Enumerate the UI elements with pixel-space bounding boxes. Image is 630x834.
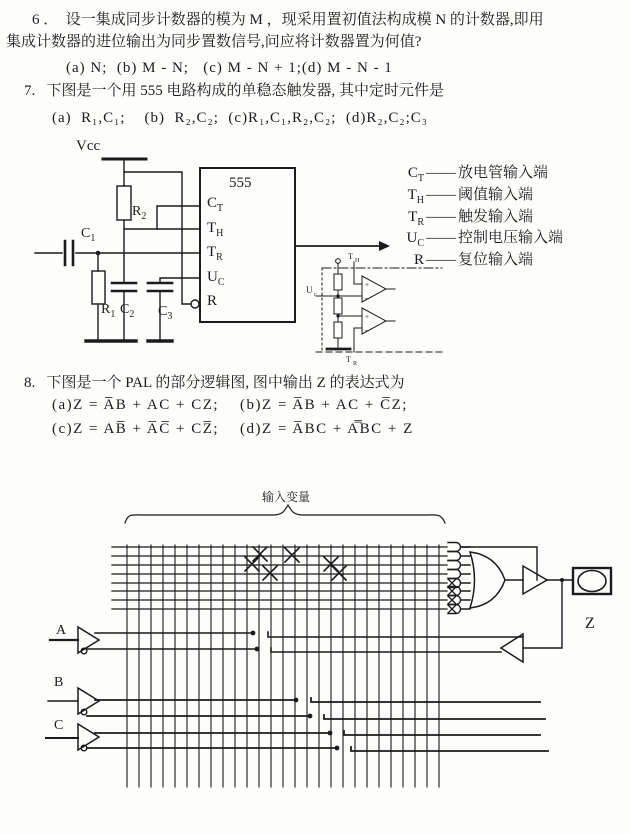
inset-th-label: T: [348, 252, 353, 261]
label-c2: $C_2$: [120, 302, 135, 320]
legend-ct: $C_T$ —— 放电管输入端: [407, 165, 549, 184]
pin-th: $T_H$: [207, 219, 224, 239]
chip-555-label: 555: [229, 175, 252, 191]
product-rows: [112, 547, 447, 609]
vcc-label: Vcc: [76, 138, 101, 154]
legend-th: $T_H$ —— 阈值输入端: [407, 186, 534, 206]
input-b-label: B: [54, 675, 64, 690]
legend-r: R —— 复位输入端: [413, 252, 534, 269]
q8-line: 8. 下图是一个 PAL 的部分逻辑图, 图中输出 Z 的表达式为: [24, 375, 405, 391]
label-c3: $C_3$: [158, 304, 173, 322]
svg-text:+: +: [365, 281, 369, 289]
capacitor-c1: [65, 241, 73, 265]
control-wire: [160, 278, 200, 340]
chip-555-body: [200, 168, 295, 322]
svg-text:+: +: [365, 313, 369, 321]
label-r2: $R_2$: [132, 204, 147, 222]
pin-tr: $T_R$: [207, 244, 223, 264]
pin-uc: $U_C$: [207, 268, 225, 288]
comparator-inset: [306, 252, 442, 367]
q6-options: (a) N; (b) M - N; (c) M - N + 1;(d) M - N - 1: [66, 60, 393, 76]
label-c1: $C_1$: [81, 226, 96, 244]
capacitor-c3: [148, 283, 172, 291]
pal-logic-diagram: [46, 489, 611, 787]
legend-tr: $T_R$ —— 触发输入端: [408, 208, 534, 228]
output-buffer: [523, 566, 547, 594]
divider-resistor-1: [334, 274, 342, 290]
inset-tr-label: T: [346, 355, 351, 364]
or-gate: [470, 552, 505, 608]
th-input-wire: [354, 262, 362, 284]
q6-line1: 6 ． 设一集成同步计数器的模为 M ，现采用置初值法构成模 N 的计数器,即用: [32, 12, 544, 28]
resistor-r2: [117, 186, 131, 220]
svg-text:-: -: [365, 326, 368, 334]
q8-option-line2: (c)Z = AB̅ + A̅C̅ + CZ̅; (d)Z = A̅BC + A̿BC + Z: [52, 421, 414, 437]
product-term-gates: [448, 543, 470, 614]
svg-text:R: R: [353, 361, 358, 367]
pin-ct: $C_T$: [207, 195, 224, 214]
pin-r: R: [207, 293, 218, 310]
divider-resistor-2: [334, 298, 342, 314]
input-a-label: A: [56, 623, 67, 638]
inset-uc-label: U: [306, 285, 313, 295]
inputs-brace-label: 输入变量: [261, 490, 311, 504]
svg-text:c: c: [314, 292, 317, 298]
svg-text:H: H: [355, 258, 360, 264]
svg-text:-: -: [365, 294, 368, 302]
q8-option-line1: (a)Z = A̅B + AC + CZ; (b)Z = A̅B + AC + C̅Z;: [52, 397, 408, 413]
capacitor-c2: [112, 283, 136, 291]
label-r1: $R_1$: [101, 302, 116, 320]
divider-resistor-3: [334, 322, 342, 338]
resistor-r1: [92, 271, 105, 304]
tr-input-wire: [354, 328, 362, 352]
legend-uc: $U_C$ —— 控制电压输入端: [406, 230, 564, 250]
feedback-buffer: [501, 634, 523, 662]
output-arrowhead: [379, 241, 390, 251]
output-label: Z: [585, 615, 595, 632]
q6-line2: 集成计数器的进位输出为同步置数信号,问应将计数器置为何值?: [6, 34, 422, 50]
inputs-brace: [125, 505, 445, 523]
input-c-label: C: [54, 718, 64, 733]
discharge-wire: [157, 206, 200, 229]
reset-bubble: [191, 300, 199, 308]
q7-line: 7. 下图是一个用 555 电路构成的单稳态触发器, 其中定时元件是: [24, 83, 445, 99]
q7-options: (a) R₁,C₁; (b) R₂,C₂; (c)R₁,C₁,R₂,C₂; (d)R₂,C₂;C₃: [52, 110, 429, 126]
